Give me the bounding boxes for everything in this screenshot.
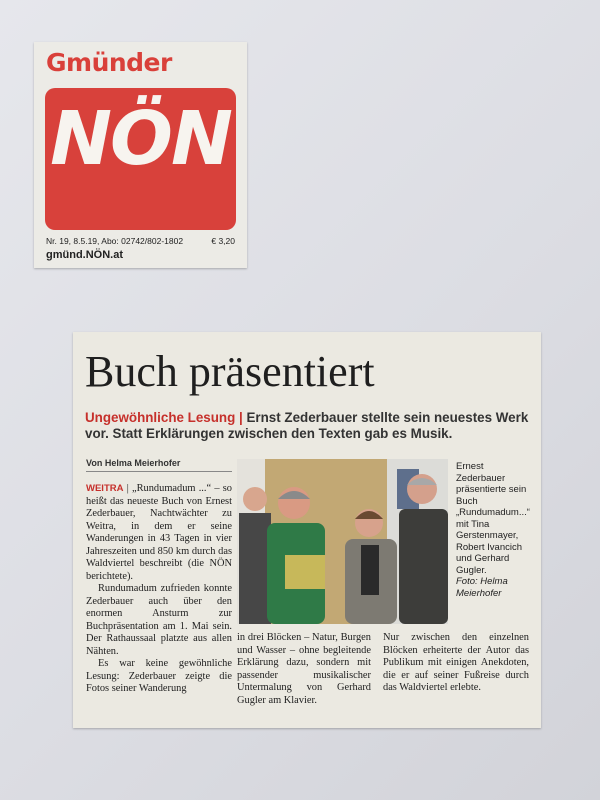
- masthead-price: € 3,20: [211, 236, 235, 246]
- article-photo: [237, 459, 448, 624]
- article-column-3: [383, 632, 529, 695]
- paragraph: in drei Blöcken – Natur, Burgen und Wasser – ohne begleitende Erklärung dazu, sondern mit passender musikalischer Untermalung von Gerhard Gugler am Klavier.: [237, 632, 371, 706]
- masthead-clipping: [34, 42, 247, 268]
- article-clipping: [73, 332, 541, 728]
- masthead-town: Gmünder: [46, 48, 172, 77]
- paragraph: Nur zwischen den einzelnen Blöcken erheiterte der Autor das Publikum mit einigen Anekdoten, die er auf seiner Fußreise durch das Waldviertel erlebte.: [383, 632, 529, 693]
- paragraph: Rundumadum zufrieden konnte Zederbauer auch über den enormen Ansturm zur Buchpräsentation am 1. Mai sein. Der Rathaussaal platzte aus allen Nähten.: [86, 583, 232, 657]
- article-column-2: [237, 632, 371, 707]
- article-byline: Von Helma Meierhofer: [86, 458, 181, 468]
- byline-divider: [86, 471, 232, 472]
- lead-text: Ernst Zederbauer stellte sein neuestes Werk vor. Statt Erklärungen zwischen den Texten gab es Musik.: [85, 410, 529, 441]
- article-lead: [85, 410, 533, 442]
- masthead-url: gmünd.NÖN.at: [46, 249, 123, 261]
- article-headline: Buch präsentiert: [85, 347, 375, 396]
- dateline: WEITRA: [86, 483, 124, 494]
- lead-kicker: Ungewöhnliche Lesung |: [85, 410, 247, 425]
- article-column-1: [86, 483, 232, 696]
- masthead-logo: NÖN: [50, 96, 231, 182]
- photo-caption: Ernest Zederbauer präsentierte sein Buch „Rundumadum...“ mit Tina Gerstenmayer, Robert Ivancich und Gerhard Gugler. Foto: Helma Meierhofer: [456, 461, 534, 599]
- photo-credit: Foto: Helma Meierhofer: [456, 576, 508, 599]
- masthead-issue-line: [46, 236, 235, 246]
- paragraph: Es war keine gewöhnliche Lesung: Zederbauer zeigte die Fotos seiner Wanderung: [86, 658, 232, 694]
- paragraph: WEITRA | „Rundumadum ...“ – so heißt das neueste Buch von Ernest Zederbauer, Nachtwächter zu Weitra, in dem er seine Wanderungen in 43 Tagen in vier Jahreszeiten und 850 km durch das Waldviertel beschreibt (die NÖN berichtete).: [86, 483, 232, 582]
- masthead-issue: Nr. 19, 8.5.19, Abo: 02742/802-1802: [46, 236, 184, 246]
- masthead-logo-box: [45, 88, 236, 230]
